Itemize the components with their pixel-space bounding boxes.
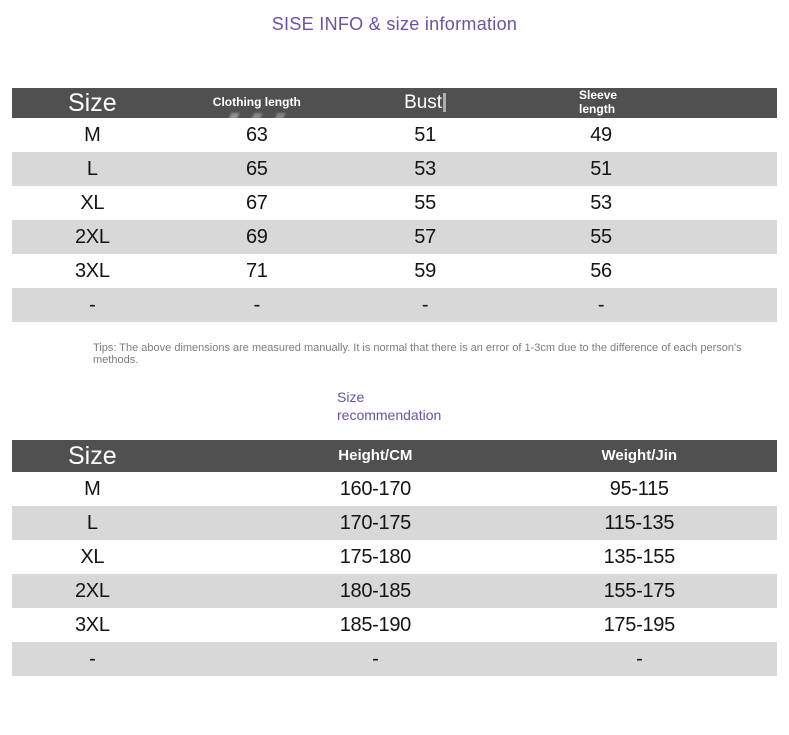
bust-cell: 51 — [414, 123, 436, 146]
table-row-3xl — [12, 254, 777, 288]
bust-cell: - — [421, 293, 429, 316]
sleeve-cell: 51 — [590, 157, 612, 180]
page-title: SISE INFO & size information — [271, 14, 518, 34]
size-measurement-table — [12, 88, 777, 322]
length-cell: 67 — [245, 191, 268, 214]
length-cell: 71 — [245, 259, 268, 282]
size-cell: 3XL — [74, 259, 110, 282]
size-recommendation-table — [12, 440, 777, 676]
recommendation-table-header-row — [12, 440, 777, 472]
table-row-xl — [12, 186, 777, 220]
size-cell: 2XL — [74, 579, 110, 602]
bust-cell: 59 — [414, 259, 436, 282]
size-table-header-sleeve-length — [509, 89, 693, 117]
size-cell: M — [84, 477, 101, 500]
size-cell: M — [84, 123, 101, 146]
bust-cell: 53 — [414, 157, 436, 180]
size-recommendation-heading: Size recommendation — [337, 389, 442, 423]
table-row-l — [12, 152, 777, 186]
table-row-3xl — [12, 608, 777, 642]
size-cell: L — [86, 511, 98, 534]
bust-label: Bust — [404, 92, 443, 114]
table-row-m — [12, 472, 777, 506]
table-row-empty — [12, 288, 777, 322]
reco-header-size: Size — [68, 441, 117, 470]
table-row-2xl — [12, 574, 777, 608]
sleeve-cell: 49 — [590, 123, 612, 146]
size-cell: 3XL — [74, 613, 110, 636]
height-cell: 160-170 — [339, 477, 412, 500]
size-table-header-row — [12, 88, 777, 118]
size-table-header-clothing-length — [173, 96, 341, 110]
watermark-smudge — [221, 113, 299, 122]
length-cell: 65 — [245, 157, 268, 180]
measurement-tips-note: Tips: The above dimensions are measured manually. It is normal that there is an error of 1-3cm due to the difference of each person's methods. — [93, 342, 742, 367]
table-row-xl — [12, 540, 777, 574]
height-cell: 170-175 — [339, 511, 412, 534]
height-cell: - — [372, 647, 379, 670]
size-cell: - — [89, 647, 96, 670]
reco-header-height: Height/CM — [338, 447, 413, 465]
height-cell: 175-180 — [339, 545, 412, 568]
sleeve-length-label: Sleeve length — [579, 88, 618, 116]
sleeve-cell: - — [597, 293, 605, 316]
weight-cell: 175-195 — [603, 613, 675, 636]
weight-cell: 135-155 — [603, 545, 675, 568]
weight-cell: 155-175 — [603, 579, 675, 602]
table-row-l — [12, 506, 777, 540]
text-cursor-artifact — [443, 93, 446, 112]
size-table-header-size: Size — [68, 88, 117, 117]
sleeve-cell: 53 — [590, 191, 612, 214]
height-cell: 185-190 — [339, 613, 412, 636]
reco-header-weight: Weight/Jin — [601, 447, 678, 465]
weight-cell: 115-135 — [604, 511, 675, 534]
length-cell: 69 — [245, 225, 268, 248]
clothing-length-label: Clothing length — [212, 95, 301, 110]
size-table-header-bust — [341, 93, 509, 113]
weight-cell: 95-115 — [609, 477, 669, 500]
size-cell: XL — [80, 191, 105, 214]
table-row-empty — [12, 642, 777, 676]
size-cell: L — [86, 157, 98, 180]
weight-cell: - — [636, 647, 643, 670]
table-row-2xl — [12, 220, 777, 254]
table-row-m — [12, 118, 777, 152]
sleeve-cell: 55 — [590, 225, 612, 248]
size-cell: - — [89, 293, 96, 316]
bust-cell: 57 — [414, 225, 436, 248]
sleeve-cell: 56 — [590, 259, 612, 282]
bust-cell: 55 — [414, 191, 436, 214]
length-cell: - — [253, 293, 260, 316]
height-cell: 180-185 — [339, 579, 412, 602]
size-cell: 2XL — [74, 225, 110, 248]
size-cell: XL — [80, 545, 105, 568]
length-cell: 63 — [245, 123, 268, 146]
